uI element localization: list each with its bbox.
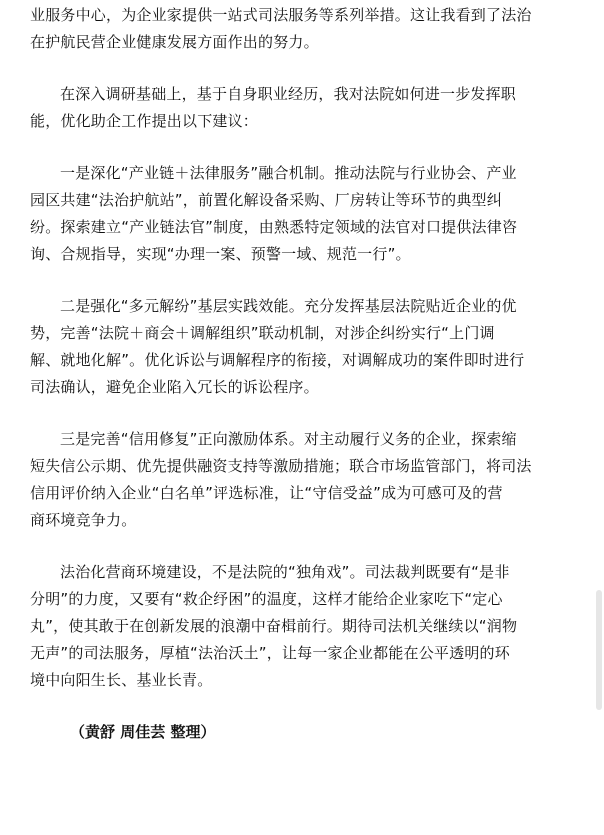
text-line: 无声”的司法服务，厚植“法治沃土”，让每一家企业都能在公平透明的环 bbox=[30, 644, 510, 662]
text-line: 二是强化“多元解纷”基层实践效能。充分发挥基层法院贴近企业的优 bbox=[60, 297, 517, 315]
text-line: 一是深化“产业链＋法律服务”融合机制。推动法院与行业协会、产业 bbox=[60, 164, 517, 182]
text-line: 在深入调研基础上，基于自身职业经历，我对法院如何进一步发挥职 bbox=[60, 85, 517, 103]
text-line: 询、合规指导，实现“办理一案、预警一域、规范一行”。 bbox=[30, 245, 411, 263]
text-line: 能，优化助企工作提出以下建议： bbox=[30, 112, 259, 130]
text-line: 信用评价纳入企业“白名单”评选标准，让“守信受益”成为可感可及的营 bbox=[30, 484, 503, 502]
text-line: 丸”，使其敢于在创新发展的浪潮中奋楫前行。期待司法机关继续以“润物 bbox=[30, 617, 518, 635]
paragraph-1 bbox=[30, 81, 590, 135]
author-credit: （黄舒 周佳芸 整理） bbox=[70, 723, 216, 741]
paragraph-5 bbox=[30, 559, 590, 694]
text-line: 短失信公示期、优先提供融资支持等激励措施；联合市场监管部门，将司法 bbox=[30, 457, 532, 475]
paragraph-3 bbox=[30, 293, 590, 401]
text-line: 分明”的力度，又要有“救企纾困”的温度，这样才能给企业家吃下“定心 bbox=[30, 590, 503, 608]
article-body bbox=[30, 2, 590, 746]
text-line: 势，完善“法院＋商会＋调解组织”联动机制，对涉企纠纷实行“上门调 bbox=[30, 324, 495, 342]
text-line: 业服务中心，为企业家提供一站式司法服务等系列举措。这让我看到了法治 bbox=[30, 6, 532, 24]
text-line: 三是完善“信用修复”正向激励体系。对主动履行义务的企业，探索缩 bbox=[60, 430, 517, 448]
paragraph-4 bbox=[30, 426, 590, 534]
text-line: 园区共建“法治护航站”，前置化解设备采购、厂房转让等环节的典型纠 bbox=[30, 191, 502, 209]
scrollbar-thumb[interactable] bbox=[596, 590, 602, 710]
text-line: 司法确认，避免企业陷入冗长的诉讼程序。 bbox=[30, 378, 319, 396]
text-line: 解、就地化解”。优化诉讼与调解程序的衔接，对调解成功的案件即时进行 bbox=[30, 351, 525, 369]
text-line: 纷。探索建立“产业链法官”制度，由熟悉特定领域的法官对口提供法律咨 bbox=[30, 218, 518, 236]
text-line: 境中向阳生长、基业长青。 bbox=[30, 671, 213, 689]
text-line: 在护航民营企业健康发展方面作出的努力。 bbox=[30, 33, 319, 51]
text-line: 商环境竞争力。 bbox=[30, 511, 137, 529]
text-line: 法治化营商环境建设，不是法院的“独角戏”。司法裁判既要有“是非 bbox=[60, 563, 510, 581]
paragraph-2 bbox=[30, 160, 590, 268]
paragraph-0 bbox=[30, 2, 590, 56]
